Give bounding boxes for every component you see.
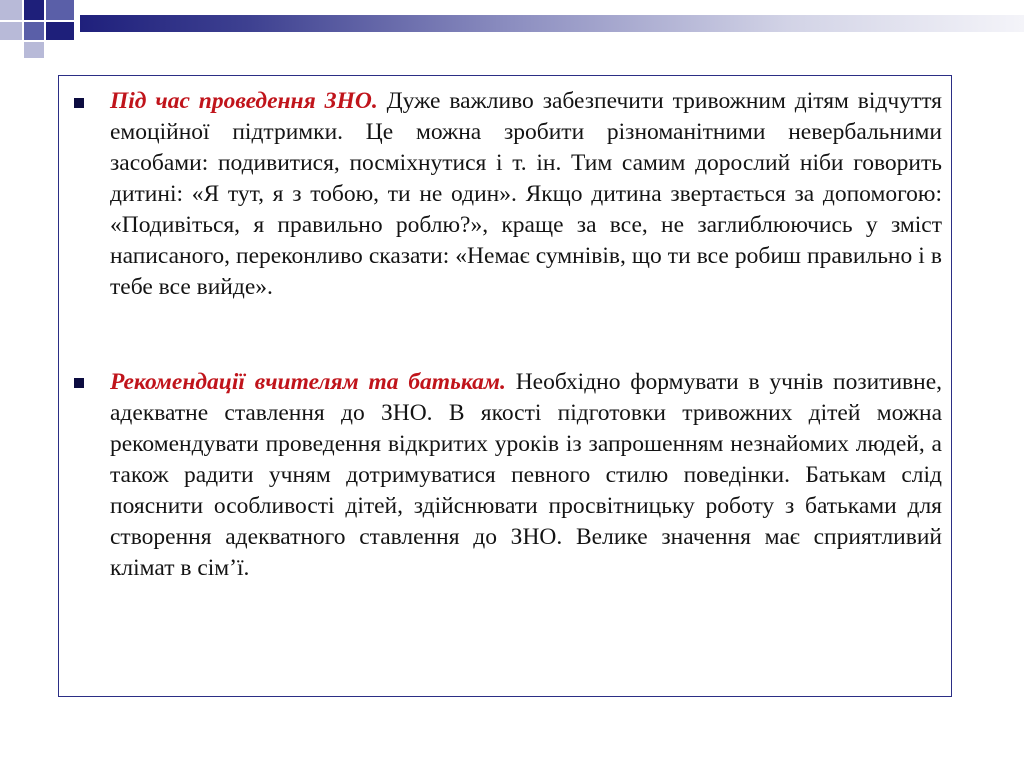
deco-square-mid-icon [46, 0, 74, 20]
deco-square-light-icon [24, 42, 44, 58]
deco-square-light-icon [0, 22, 22, 40]
paragraph-lead: Рекомендації вчителям та батькам. [110, 369, 506, 395]
deco-square-mid-icon [24, 22, 44, 40]
paragraph-lead: Під час проведення ЗНО. [110, 88, 378, 114]
bullet-square-icon [74, 98, 84, 108]
deco-square-dark-icon [24, 0, 44, 20]
paragraph-text: Дуже важливо забезпечити тривожним дітям відчуття емоційної підтримки. Це можна зробити різноманітними невербальними засобами: подивитися, посміхнутися і т. ін. Тим самим дорослий ніби говорить дитині: «Я тут, я з тобою, ти не один». Якщо дитина звертається за допомогою: «Подивіться, я правильно роблю?», краще за все, не заглиблюючись у зміст написаного, переконливо сказати: «Немає сумнівів, що ти все робиш правильно і в тебе все вийде». [110, 88, 942, 300]
deco-square-dark-icon [46, 22, 74, 40]
deco-square-light-icon [0, 0, 22, 20]
bullet-square-icon [74, 378, 84, 388]
bullet-paragraph [110, 86, 942, 303]
bullet-paragraph [110, 367, 942, 584]
header-gradient-bar [80, 15, 1024, 32]
paragraph-text: Необхідно формувати в учнів позитивне, адекватне ставлення до ЗНО. В якості підготовки тривожних дітей можна рекомендувати проведення відкритих уроків із запрошенням незнайомих людей, а також радити учням дотримуватися певного стилю поведінки. Батькам слід пояснити особливості дітей, здійснювати просвітницьку роботу з батьками для створення адекватного ставлення до ЗНО. Велике значення має сприятливий клімат в сім’ї. [110, 369, 943, 581]
